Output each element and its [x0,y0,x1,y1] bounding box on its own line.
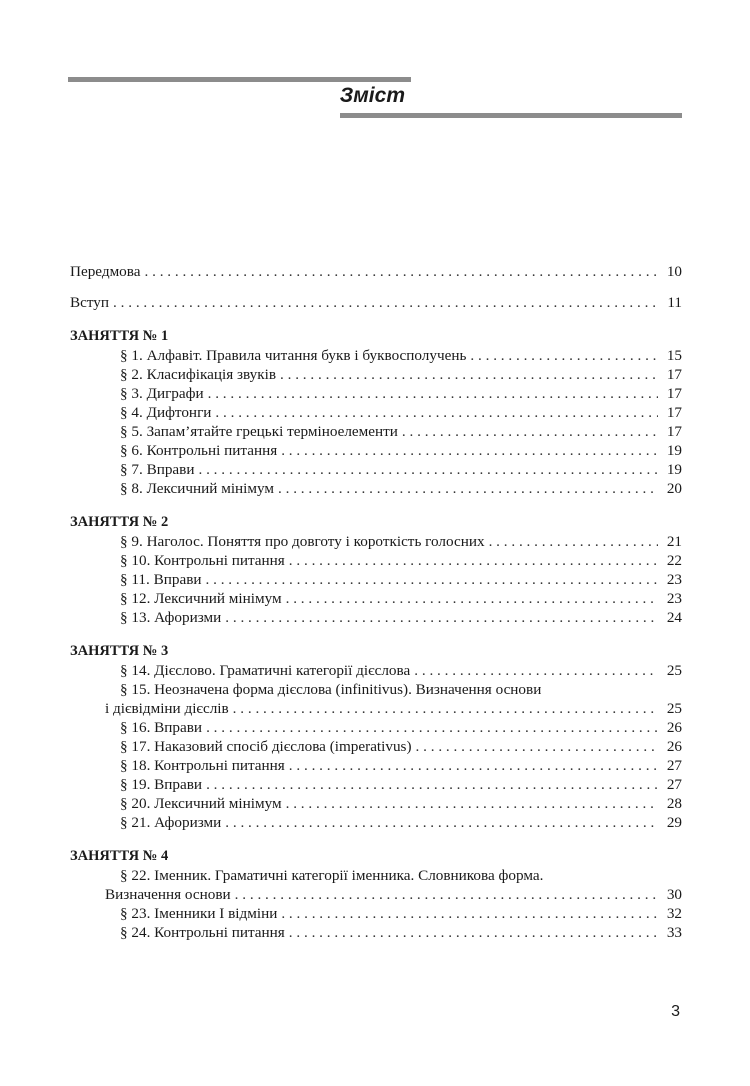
toc-entry-label: § 19. Вправи [120,776,203,793]
toc-entry-continuation [70,699,682,718]
table-of-contents [70,262,682,942]
toc-entry-label: § 6. Контрольні питання [120,442,278,459]
toc-entry [70,794,682,813]
toc-entry-label: § 2. Класифікація звуків [120,366,276,383]
toc-entry-page: 25 [666,662,682,679]
toc-entry-label: § 20. Лексичний мінімум [120,795,282,812]
lesson-heading: ЗАНЯТТЯ № 4 [70,848,169,864]
dot-leader [280,365,658,384]
toc-entry-page: 23 [666,571,682,588]
dot-leader [289,923,658,942]
toc-entry-label: § 12. Лексичний мінімум [120,590,282,607]
toc-entry-label: § 14. Дієслово. Граматичні категорії дієслова [120,662,411,679]
toc-entry [70,441,682,460]
toc-entry-page: 32 [666,905,682,922]
toc-entry [70,479,682,498]
dot-leader [402,422,658,441]
toc-entry [70,923,682,942]
toc-entry-label: § 4. Дифтонги [120,404,212,421]
toc-entry-page: 15 [666,347,682,364]
dot-leader [289,551,658,570]
lesson-heading: ЗАНЯТТЯ № 2 [70,514,169,530]
toc-entry-label: § 3. Диграфи [120,385,204,402]
toc-entry [70,608,682,627]
toc-entry [70,365,682,384]
dot-leader [208,384,658,403]
toc-entry [70,904,682,923]
toc-entry [70,346,682,365]
lesson-heading: ЗАНЯТТЯ № 1 [70,328,169,344]
dot-leader [225,813,658,832]
lesson-entries [70,532,682,627]
toc-entry-page: 17 [666,404,682,421]
dot-leader [206,718,658,737]
toc-entry-label: § 8. Лексичний мінімум [120,480,274,497]
toc-entry-label-continuation: і дієвідміни дієслів [105,700,229,717]
toc-entry [70,661,682,680]
toc-entry-label: § 23. Іменники I відміни [120,905,278,922]
toc-entry [70,403,682,422]
toc-entry [70,262,682,281]
toc-entry-page: 29 [666,814,682,831]
toc-entry-page: 11 [667,294,682,311]
toc-entry-page: 28 [666,795,682,812]
toc-entry-page: 33 [666,924,682,941]
toc-entry-label: § 24. Контрольні питання [120,924,285,941]
toc-entry-label: § 17. Наказовий спосіб дієслова (imperativus) [120,738,412,755]
toc-entry [70,422,682,441]
dot-leader [286,794,658,813]
dot-leader [145,262,659,281]
dot-leader [198,460,658,479]
toc-entry [70,718,682,737]
toc-entry-label: § 13. Афоризми [120,609,222,626]
dot-leader [235,885,658,904]
toc-entry-label: § 22. Іменник. Граматичні категорії іменника. Словникова форма. [120,867,544,884]
toc-entry-page: 24 [666,609,682,626]
toc-entry-label: § 15. Неозначена форма дієслова (infinitivus). Визначення основи [120,681,542,698]
dot-leader [225,608,658,627]
toc-entry [70,293,682,312]
toc-entry-page: 27 [666,776,682,793]
lesson-heading: ЗАНЯТТЯ № 3 [70,643,169,659]
toc-entry [70,532,682,551]
page-title: Зміст [339,84,405,107]
dot-leader [414,661,658,680]
toc-entry [70,813,682,832]
dot-leader [281,441,658,460]
toc-entry-label: Передмова [70,263,141,280]
toc-entry-label: Вступ [70,294,110,311]
toc-entry [70,680,682,699]
toc-entry-label-continuation: Визначення основи [105,886,231,903]
toc-entry [70,775,682,794]
toc-entry-page: 26 [666,738,682,755]
dot-leader [289,756,658,775]
toc-entry-label: § 11. Вправи [120,571,202,588]
dot-leader [233,699,658,718]
toc-entry [70,737,682,756]
header-rule-top [68,77,411,82]
header-rule-bottom [340,113,682,118]
toc-entry-label: § 10. Контрольні питання [120,552,285,569]
toc-entry-page: 25 [666,700,682,717]
dot-leader [286,589,658,608]
page-number: 3 [671,1003,680,1020]
toc-entry-label: § 18. Контрольні питання [120,757,285,774]
toc-entry-label: § 16. Вправи [120,719,203,736]
toc-entry-page: 17 [666,366,682,383]
toc-entry-label: § 21. Афоризми [120,814,222,831]
toc-entry [70,866,682,885]
toc-entry-page: 27 [666,757,682,774]
toc-entry-page: 19 [666,461,682,478]
dot-leader [113,293,658,312]
toc-entry-page: 26 [666,719,682,736]
dot-leader [416,737,658,756]
toc-entry-page: 19 [666,442,682,459]
toc-entry-page: 17 [666,385,682,402]
toc-entry [70,756,682,775]
toc-entry [70,589,682,608]
toc-entry [70,551,682,570]
dot-leader [489,532,658,551]
toc-entry-continuation [70,885,682,904]
lesson-entries [70,866,682,942]
toc-entry-page: 23 [666,590,682,607]
dot-leader [470,346,658,365]
toc-entry-label: § 5. Запам’ятайте грецькі терміноелементи [120,423,398,440]
toc-entry-page: 21 [666,533,682,550]
lesson-entries [70,661,682,832]
dot-leader [206,775,658,794]
toc-entry-page: 30 [666,886,682,903]
toc-entry [70,460,682,479]
toc-entry-label: § 9. Наголос. Поняття про довготу і короткість голосних [120,533,485,550]
toc-entry-label: § 7. Вправи [120,461,195,478]
dot-leader [206,570,659,589]
lesson-entries [70,346,682,498]
toc-entry [70,570,682,589]
dot-leader [278,479,658,498]
toc-entry-page: 17 [666,423,682,440]
toc-entry-page: 20 [666,480,682,497]
toc-entry-label: § 1. Алфавіт. Правила читання букв і буквосполучень [120,347,467,364]
dot-leader [281,904,658,923]
toc-entry-page: 10 [666,263,682,280]
dot-leader [215,403,658,422]
toc-entry [70,384,682,403]
toc-entry-page: 22 [666,552,682,569]
